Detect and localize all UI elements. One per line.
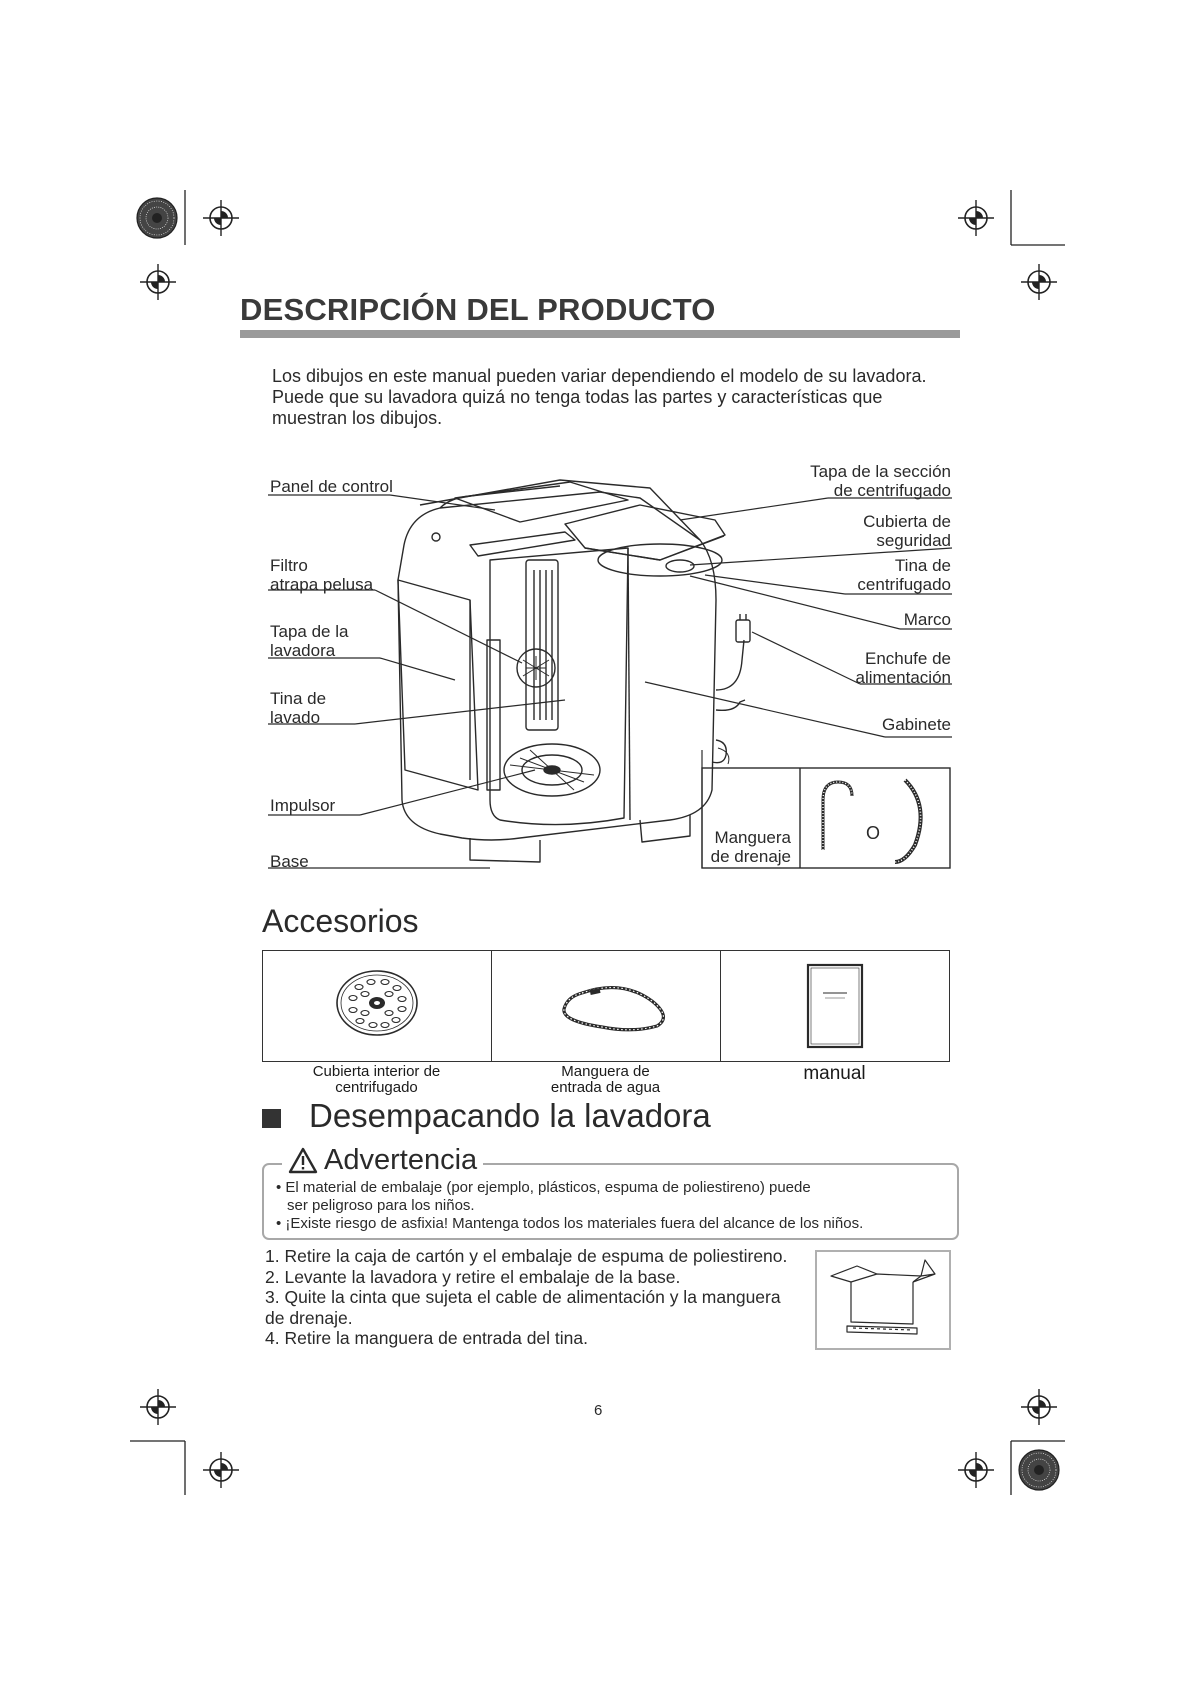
inlet-hose-icon: [492, 951, 720, 1061]
step-item: de drenaje.: [265, 1307, 353, 1328]
step-item: 2. Levante la lavadora y retire el embalaje de la base.: [265, 1266, 681, 1287]
warning-bullet-continuation: ser peligroso para los niños.: [287, 1197, 475, 1214]
intro-line: Los dibujos en este manual pueden variar dependiendo el modelo de su lavadora.: [272, 366, 927, 386]
label-spin-lid: Tapa de la sección de centrifugado: [810, 462, 951, 500]
intro-line: Puede que su lavadora quizá no tenga todas las partes y características que: [272, 387, 883, 407]
step-item: 3. Quite la cinta que sujeta el cable de alimentación y la manguera: [265, 1287, 781, 1307]
accessories-table: [262, 950, 950, 1062]
label-washer-lid: Tapa de la lavadora: [270, 622, 349, 660]
label-cabinet: Gabinete: [882, 715, 951, 734]
accessory-cell-spin-cover: [263, 951, 492, 1061]
page-title: DESCRIPCIÓN DEL PRODUCTO: [240, 292, 716, 327]
label-lint-filter: Filtro atrapa pelusa: [270, 556, 374, 594]
accessory-caption-manual: manual: [803, 1063, 866, 1084]
label-safety-cover: Cubierta de seguridad: [863, 512, 951, 550]
warning-text: [276, 1179, 946, 1233]
warning-triangle-icon: [288, 1147, 318, 1174]
unpacking-title: [262, 1097, 711, 1135]
label-control-panel: Panel de control: [270, 477, 393, 496]
warning-heading-text: Advertencia: [324, 1144, 478, 1176]
warning-heading: [282, 1144, 483, 1177]
spin-cover-icon: [263, 951, 491, 1061]
label-spin-tub: Tina de centrifugado: [857, 556, 951, 594]
label-wash-tub: Tina de lavado: [270, 689, 327, 727]
label-power-plug: Enchufe de alimentación: [855, 649, 951, 687]
manual-book-icon: [721, 951, 949, 1061]
accessory-caption-inlet-hose: Manguera de entrada de agua: [550, 1063, 661, 1096]
accessory-cell-manual: [721, 951, 949, 1061]
cardboard-box-icon: [817, 1252, 949, 1348]
label-impeller: Impulsor: [270, 796, 336, 815]
intro-line: muestran los dibujos.: [272, 408, 443, 428]
accessory-caption-spin-cover: Cubierta interior de centrifugado: [312, 1063, 441, 1096]
warning-bullet: • ¡Existe riesgo de asfixia! Mantenga todos los materiales fuera del alcance de los niños.: [276, 1215, 864, 1232]
accessories-title: Accesorios: [262, 903, 419, 939]
label-base: Base: [270, 852, 309, 871]
label-or: O: [866, 823, 881, 843]
unpacking-box-illustration: [815, 1250, 951, 1350]
step-item: 1. Retire la caja de cartón y el embalaje de espuma de poliestireno.: [265, 1246, 788, 1266]
square-bullet-icon: [262, 1109, 281, 1128]
step-item: 4. Retire la manguera de entrada del tina.: [265, 1328, 588, 1348]
accessory-cell-inlet-hose: [492, 951, 721, 1061]
warning-bullet: • El material de embalaje (por ejemplo, plásticos, espuma de poliestireno) puede: [276, 1179, 811, 1196]
label-frame: Marco: [903, 610, 951, 629]
wash-lid-outline: [398, 580, 478, 790]
page-number: 6: [594, 1402, 603, 1419]
label-drain-hose: Manguera de drenaje: [710, 828, 791, 866]
unpacking-steps: [265, 1246, 805, 1349]
unpacking-title-text: Desempacando la lavadora: [309, 1097, 711, 1134]
